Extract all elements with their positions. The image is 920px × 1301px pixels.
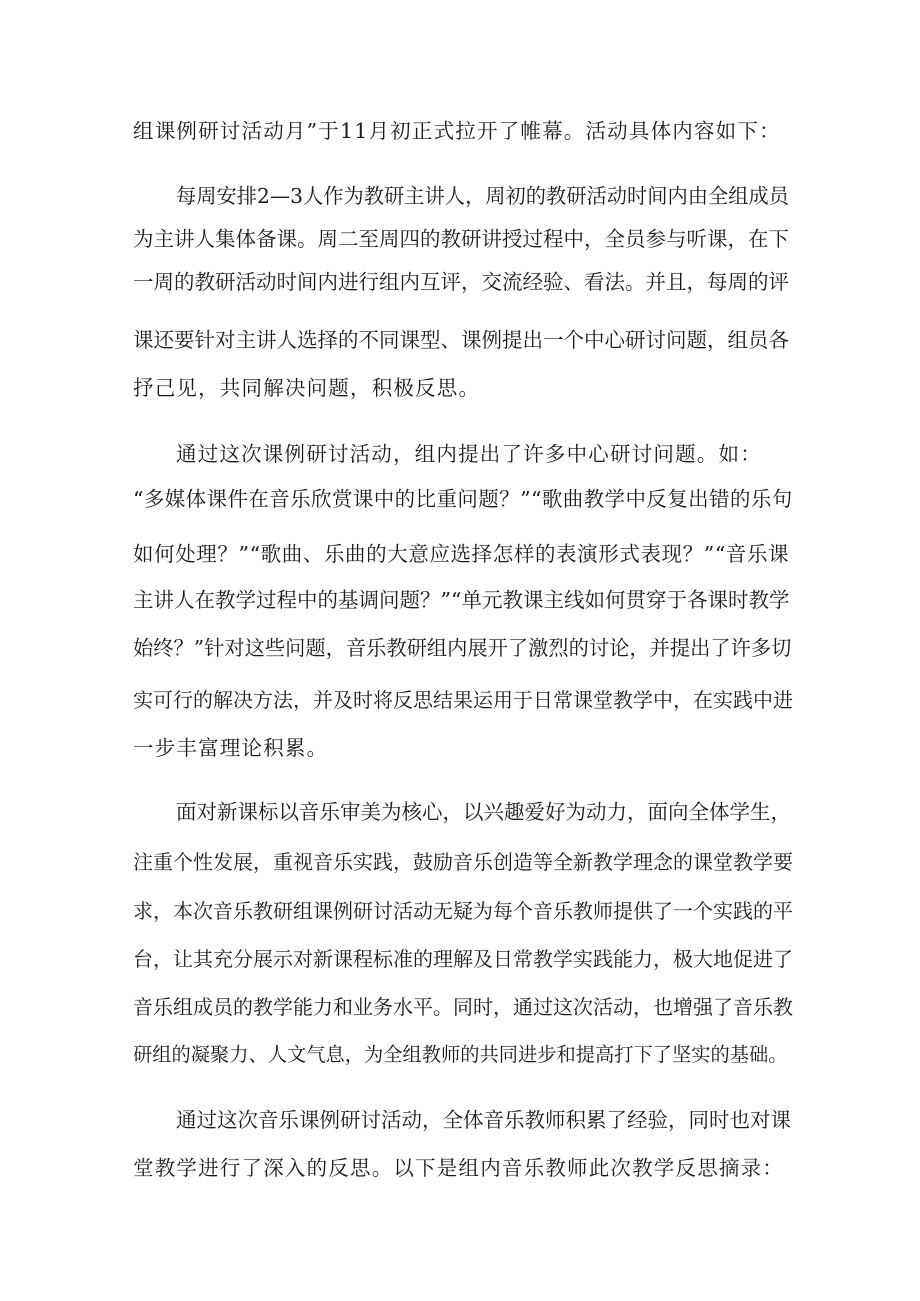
text-line: 为主讲人集体备课。周二至周四的教研讲授过程中，全员参与听课，在下 — [133, 227, 789, 251]
text-line: 主讲人在教学过程中的基调问题？”“单元教课主线如何贯穿于各课时教学 — [133, 588, 790, 612]
text-line: 实可行的解决方法，并及时将反思结果运用于日常课堂教学中，在实践中进 — [133, 688, 793, 712]
text-line: 抒己见，共同解决问题，积极反思。 — [133, 376, 481, 400]
text-line: 堂教学进行了深入的反思。以下是组内音乐教师此次教学反思摘录： — [133, 1156, 784, 1180]
text-line: 始终？”针对这些问题，音乐教研组内展开了激烈的讨论，并提出了许多切 — [133, 636, 792, 660]
paragraph-first-line: 通过这次音乐课例研讨活动，全体音乐教师积累了经验，同时也对课 — [176, 1108, 791, 1132]
text-line: 课还要针对主讲人选择的不同课型、课例提出一个中心研讨问题，组员各 — [133, 328, 789, 352]
text-line: “多媒体课件在音乐欣赏课中的比重问题？”“歌曲教学中反复出错的乐句 — [133, 487, 793, 511]
text-line: 台，让其充分展示对新课程标准的理解及日常教学实践能力，极大地促进了 — [133, 947, 793, 971]
text-line: 组课例研讨活动月”于11月初正式拉开了帷幕。活动具体内容如下： — [133, 119, 781, 143]
text-line: 求，本次音乐教研组课例研讨活动无疑为每个音乐教师提供了一个实践的平 — [133, 899, 793, 923]
text-line: 一周的教研活动时间内进行组内互评，交流经验、看法。并且，每周的评 — [133, 270, 789, 294]
text-line: 如何处理？”“歌曲、乐曲的大意应选择怎样的表演形式表现？”“音乐课 — [133, 542, 790, 566]
paragraph-first-line: 每周安排2—3人作为教研主讲人，周初的教研活动时间内由全组成员 — [176, 184, 790, 208]
text-line: 一步丰富理论积累。 — [133, 736, 329, 760]
text-line: 注重个性发展，重视音乐实践，鼓励音乐创造等全新教学理念的课堂教学要 — [133, 850, 793, 874]
text-line: 研组的凝聚力、人文气息，为全组教师的共同进步和提高打下了坚实的基础。 — [133, 1043, 788, 1066]
text-line: 音乐组成员的教学能力和业务水平。同时，通过这次活动，也增强了音乐教 — [133, 995, 793, 1019]
paragraph-first-line: 面对新课标以音乐审美为核心，以兴趣爱好为动力，面向全体学生， — [176, 800, 791, 824]
paragraph-first-line: 通过这次课例研讨活动，组内提出了许多中心研讨问题。如： — [176, 442, 762, 466]
